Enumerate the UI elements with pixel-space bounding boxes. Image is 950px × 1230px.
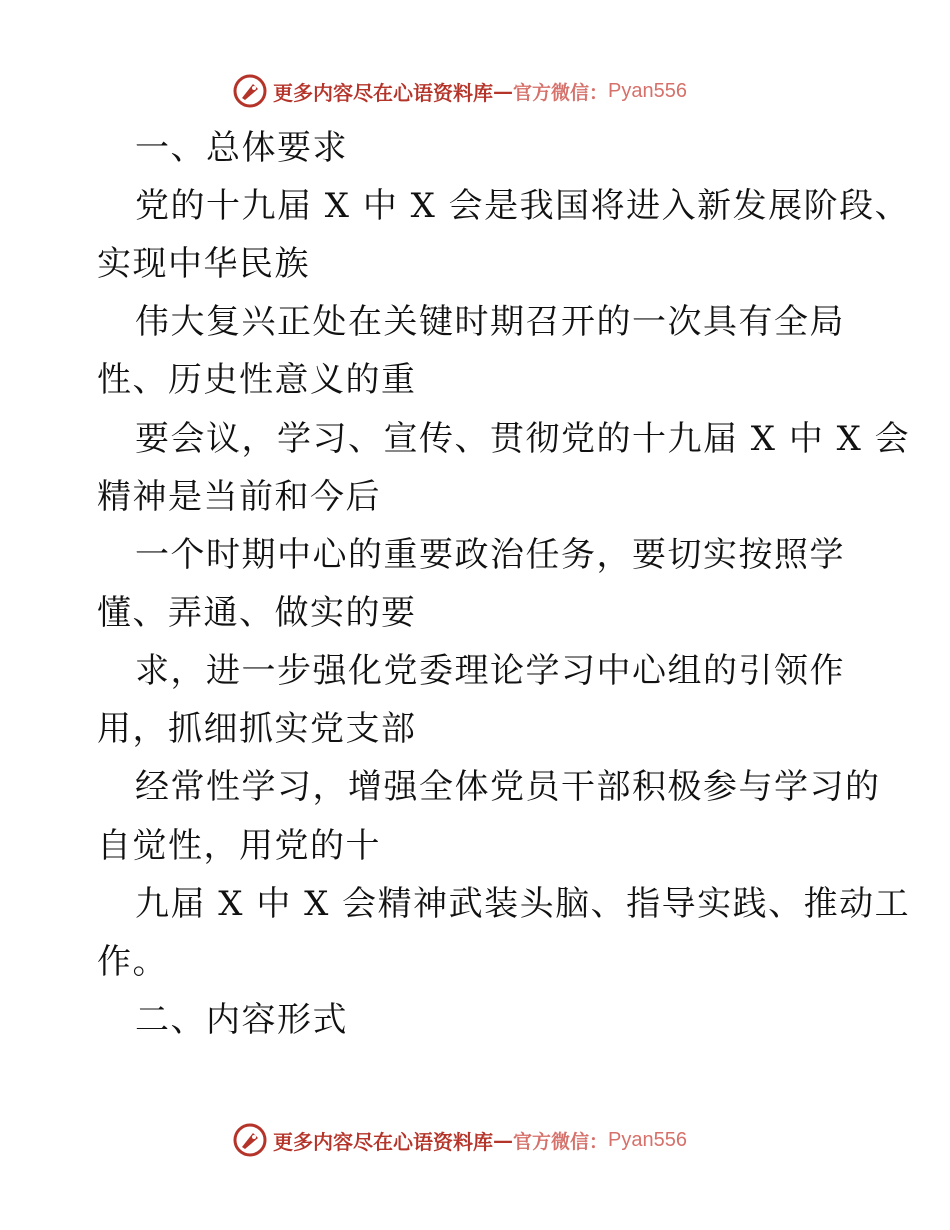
body-line: 九届 X 中 X 会精神武装头脑、指导实践、推动工 [135, 884, 911, 924]
section-heading-2: 二、内容形式 [135, 1000, 348, 1040]
body-line: 伟大复兴正处在关键时期召开的一次具有全局 [135, 302, 845, 342]
body-line: 精神是当前和今后 [97, 477, 381, 517]
watermark-brand-text: 更多内容尽在心语资料库 [273, 80, 493, 105]
header-watermark [233, 71, 687, 111]
body-line: 实现中华民族 [97, 244, 310, 284]
body-line: 性、历史性意义的重 [97, 360, 417, 400]
watermark-label: 官方微信： [513, 81, 609, 104]
watermark-wechat-id: Pyan556 [608, 79, 687, 102]
body-line: 求，进一步强化党委理论学习中心组的引领作 [135, 651, 845, 691]
body-line: 用，抓细抓实党支部 [97, 709, 417, 749]
watermark-wechat-id: Pyan556 [608, 1128, 687, 1151]
watermark-brand-text: 更多内容尽在心语资料库 [273, 1129, 493, 1154]
watermark-separator: — [493, 79, 513, 103]
watermark-separator: — [493, 1128, 513, 1152]
pen-nib-logo-icon [233, 1123, 267, 1157]
footer-watermark [233, 1120, 687, 1160]
watermark-label: 官方微信： [513, 1130, 609, 1153]
section-heading-1: 一、总体要求 [135, 128, 348, 168]
pen-nib-logo-icon [233, 74, 267, 108]
body-line: 作。 [97, 942, 168, 982]
body-line: 党的十九届 X 中 X 会是我国将进入新发展阶段、 [135, 186, 911, 226]
body-line: 一个时期中心的重要政治任务，要切实按照学 [135, 535, 845, 575]
body-line: 经常性学习，增强全体党员干部积极参与学习的 [135, 767, 881, 807]
body-line: 懂、弄通、做实的要 [97, 593, 417, 633]
body-line: 要会议，学习、宣传、贯彻党的十九届 X 中 X 会 [135, 419, 911, 459]
body-line: 自觉性，用党的十 [97, 826, 381, 866]
